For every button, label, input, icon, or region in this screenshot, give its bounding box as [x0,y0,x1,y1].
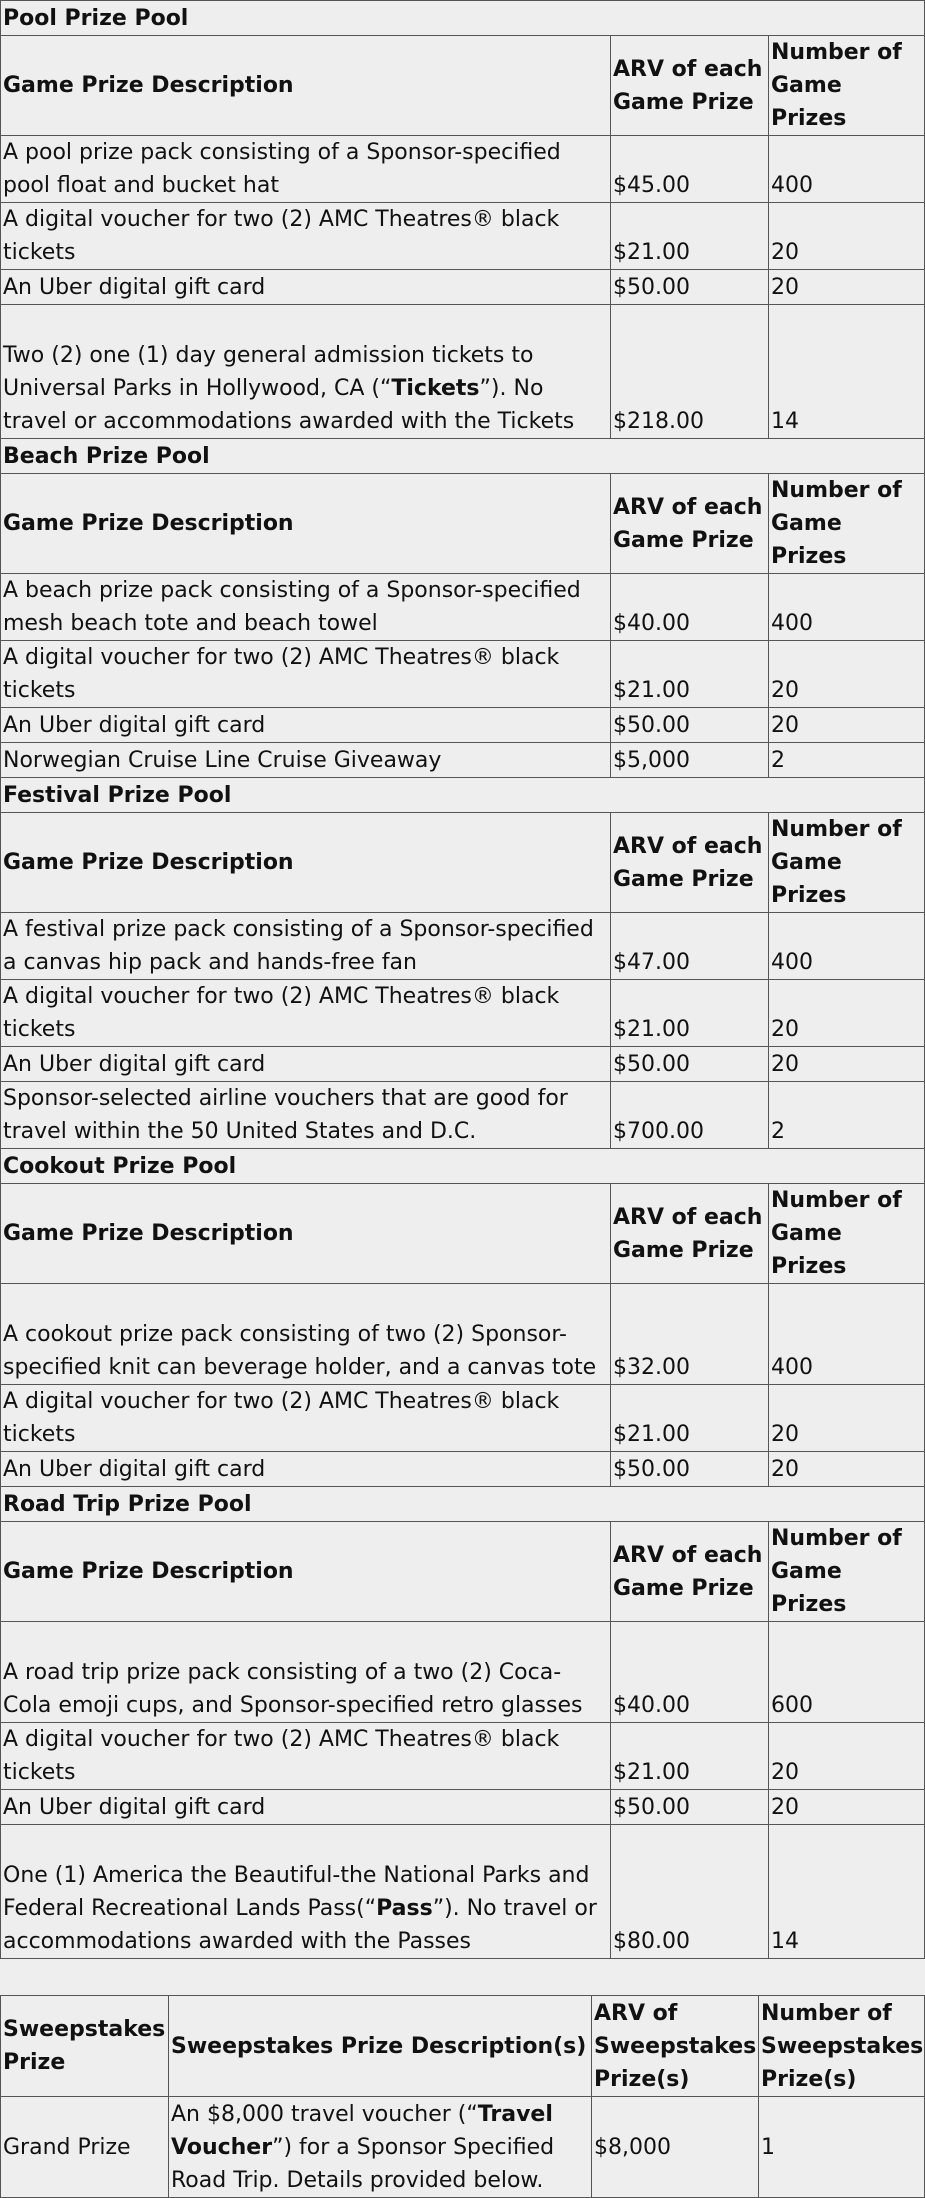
prize-arv: $50.00 [611,1047,769,1082]
prize-arv: $50.00 [611,1790,769,1825]
prize-description: An Uber digital gift card [1,270,611,305]
table-row [1,1825,925,1959]
header-description: Game Prize Description [1,813,611,913]
prize-description: An Uber digital gift card [1,1790,611,1825]
header-number: Number of Game Prizes [769,1522,925,1622]
road-trip-section-row [1,1487,925,1522]
prize-count: 2 [769,1082,925,1149]
cookout-section-row [1,1149,925,1184]
prize-description: A cookout prize pack consisting of two (2) Sponsor-specified knit can beverage holder, and a canvas tote [1,1284,611,1385]
prize-count: 20 [769,641,925,708]
road-trip-prize-pool-title: Road Trip Prize Pool [1,1487,925,1522]
prize-arv: $50.00 [611,1452,769,1487]
prize-count: 20 [769,1790,925,1825]
header-number: Number of Game Prizes [769,1184,925,1284]
prize-count: 20 [769,1385,925,1452]
festival-section-row [1,778,925,813]
table-row [1,1723,925,1790]
table-row [1,1452,925,1487]
prize-arv: $21.00 [611,203,769,270]
prize-count: 2 [769,743,925,778]
header-description: Game Prize Description [1,1184,611,1284]
table-row [1,1082,925,1149]
table-header-row [1,1184,925,1284]
prize-description: A pool prize pack consisting of a Sponsor-specified pool float and bucket hat [1,136,611,203]
table-row [1,2097,925,2198]
prize-description: A digital voucher for two (2) AMC Theatres® black tickets [1,1385,611,1452]
prize-count: 400 [769,574,925,641]
header-number: Number of Game Prizes [769,813,925,913]
header-description: Game Prize Description [1,36,611,136]
header-sweepstakes-prize: Sweepstakes Prize [1,1996,169,2097]
prize-arv: $21.00 [611,980,769,1047]
header-number: Number of Game Prizes [769,474,925,574]
prize-count: 20 [769,203,925,270]
prize-count: 400 [769,1284,925,1385]
header-sweepstakes-description: Sweepstakes Prize Description(s) [169,1996,592,2097]
table-row [1,1790,925,1825]
table-header-row [1,1522,925,1622]
sweepstakes-prize-arv: $8,000 [592,2097,759,2198]
table-header-row [1,813,925,913]
table-row [1,136,925,203]
pass-term: Pass [376,1896,433,1921]
prize-description: A beach prize pack consisting of a Sponsor-specified mesh beach tote and beach towel [1,574,611,641]
header-description: Game Prize Description [1,474,611,574]
table-row [1,1047,925,1082]
prize-count: 20 [769,270,925,305]
table-header-row [1,36,925,136]
prize-description: An Uber digital gift card [1,1452,611,1487]
pool-section-row [1,1,925,36]
header-sweepstakes-number: Number of Sweepstakes Prize(s) [759,1996,925,2097]
prize-description: Norwegian Cruise Line Cruise Giveaway [1,743,611,778]
header-sweepstakes-arv: ARV of Sweepstakes Prize(s) [592,1996,759,2097]
prize-count: 20 [769,708,925,743]
prize-arv: $50.00 [611,708,769,743]
header-description: Game Prize Description [1,1522,611,1622]
header-arv: ARV of each Game Prize [611,36,769,136]
table-spacer [0,1959,925,1995]
prize-description: One (1) America the Beautiful-the National Parks and Federal Recreational Lands Pass(“Pass”). No travel or accommodations awarded with the Passes [1,1825,611,1959]
sweepstakes-prize-table [0,1995,925,2198]
prize-arv: $80.00 [611,1825,769,1959]
prize-description: A digital voucher for two (2) AMC Theatres® black tickets [1,1723,611,1790]
header-arv: ARV of each Game Prize [611,474,769,574]
prize-arv: $700.00 [611,1082,769,1149]
table-row [1,980,925,1047]
table-header-row [1,474,925,574]
table-row [1,708,925,743]
prize-arv: $40.00 [611,1622,769,1723]
festival-prize-pool-title: Festival Prize Pool [1,778,925,813]
tickets-term: Tickets [391,376,480,401]
beach-section-row [1,439,925,474]
prize-arv: $40.00 [611,574,769,641]
table-row [1,270,925,305]
sweepstakes-header-row [1,1996,925,2097]
prize-arv: $45.00 [611,136,769,203]
prize-description: Sponsor-selected airline vouchers that are good for travel within the 50 United States and D.C. [1,1082,611,1149]
prize-count: 20 [769,1047,925,1082]
table-row [1,1385,925,1452]
prize-description: A digital voucher for two (2) AMC Theatres® black tickets [1,203,611,270]
prize-description: A digital voucher for two (2) AMC Theatres® black tickets [1,641,611,708]
header-arv: ARV of each Game Prize [611,813,769,913]
prize-arv: $218.00 [611,305,769,439]
sweepstakes-prize-name: Grand Prize [1,2097,169,2198]
prize-arv: $32.00 [611,1284,769,1385]
prize-arv: $5,000 [611,743,769,778]
table-row [1,913,925,980]
table-row [1,203,925,270]
prize-description: A festival prize pack consisting of a Sponsor-specified a canvas hip pack and hands-free fan [1,913,611,980]
prize-arv: $21.00 [611,1723,769,1790]
sweepstakes-prize-count: 1 [759,2097,925,2198]
prize-count: 600 [769,1622,925,1723]
beach-prize-pool-title: Beach Prize Pool [1,439,925,474]
table-row [1,1284,925,1385]
prize-count: 20 [769,1723,925,1790]
table-row [1,574,925,641]
prize-arv: $47.00 [611,913,769,980]
prize-description: An Uber digital gift card [1,708,611,743]
prize-arv: $50.00 [611,270,769,305]
prize-count: 20 [769,980,925,1047]
prize-description: A road trip prize pack consisting of a two (2) Coca-Cola emoji cups, and Sponsor-specified retro glasses [1,1622,611,1723]
prize-arv: $21.00 [611,641,769,708]
header-arv: ARV of each Game Prize [611,1184,769,1284]
header-arv: ARV of each Game Prize [611,1522,769,1622]
cookout-prize-pool-title: Cookout Prize Pool [1,1149,925,1184]
table-row [1,743,925,778]
prize-count: 14 [769,305,925,439]
prize-count: 20 [769,1452,925,1487]
prize-description: Two (2) one (1) day general admission tickets to Universal Parks in Hollywood, CA (“Tickets”). No travel or accommodations awarded with the Tickets [1,305,611,439]
travel-voucher-term: Travel Voucher [171,2102,553,2160]
prize-description: An Uber digital gift card [1,1047,611,1082]
sweepstakes-prize-description: An $8,000 travel voucher (“Travel Voucher”) for a Sponsor Specified Road Trip. Details provided below. [169,2097,592,2198]
prize-count: 14 [769,1825,925,1959]
prize-arv: $21.00 [611,1385,769,1452]
prize-description: A digital voucher for two (2) AMC Theatres® black tickets [1,980,611,1047]
prize-count: 400 [769,136,925,203]
table-row [1,641,925,708]
table-row [1,305,925,439]
header-number: Number of Game Prizes [769,36,925,136]
pool-prize-pool-title: Pool Prize Pool [1,1,925,36]
prize-count: 400 [769,913,925,980]
table-row [1,1622,925,1723]
